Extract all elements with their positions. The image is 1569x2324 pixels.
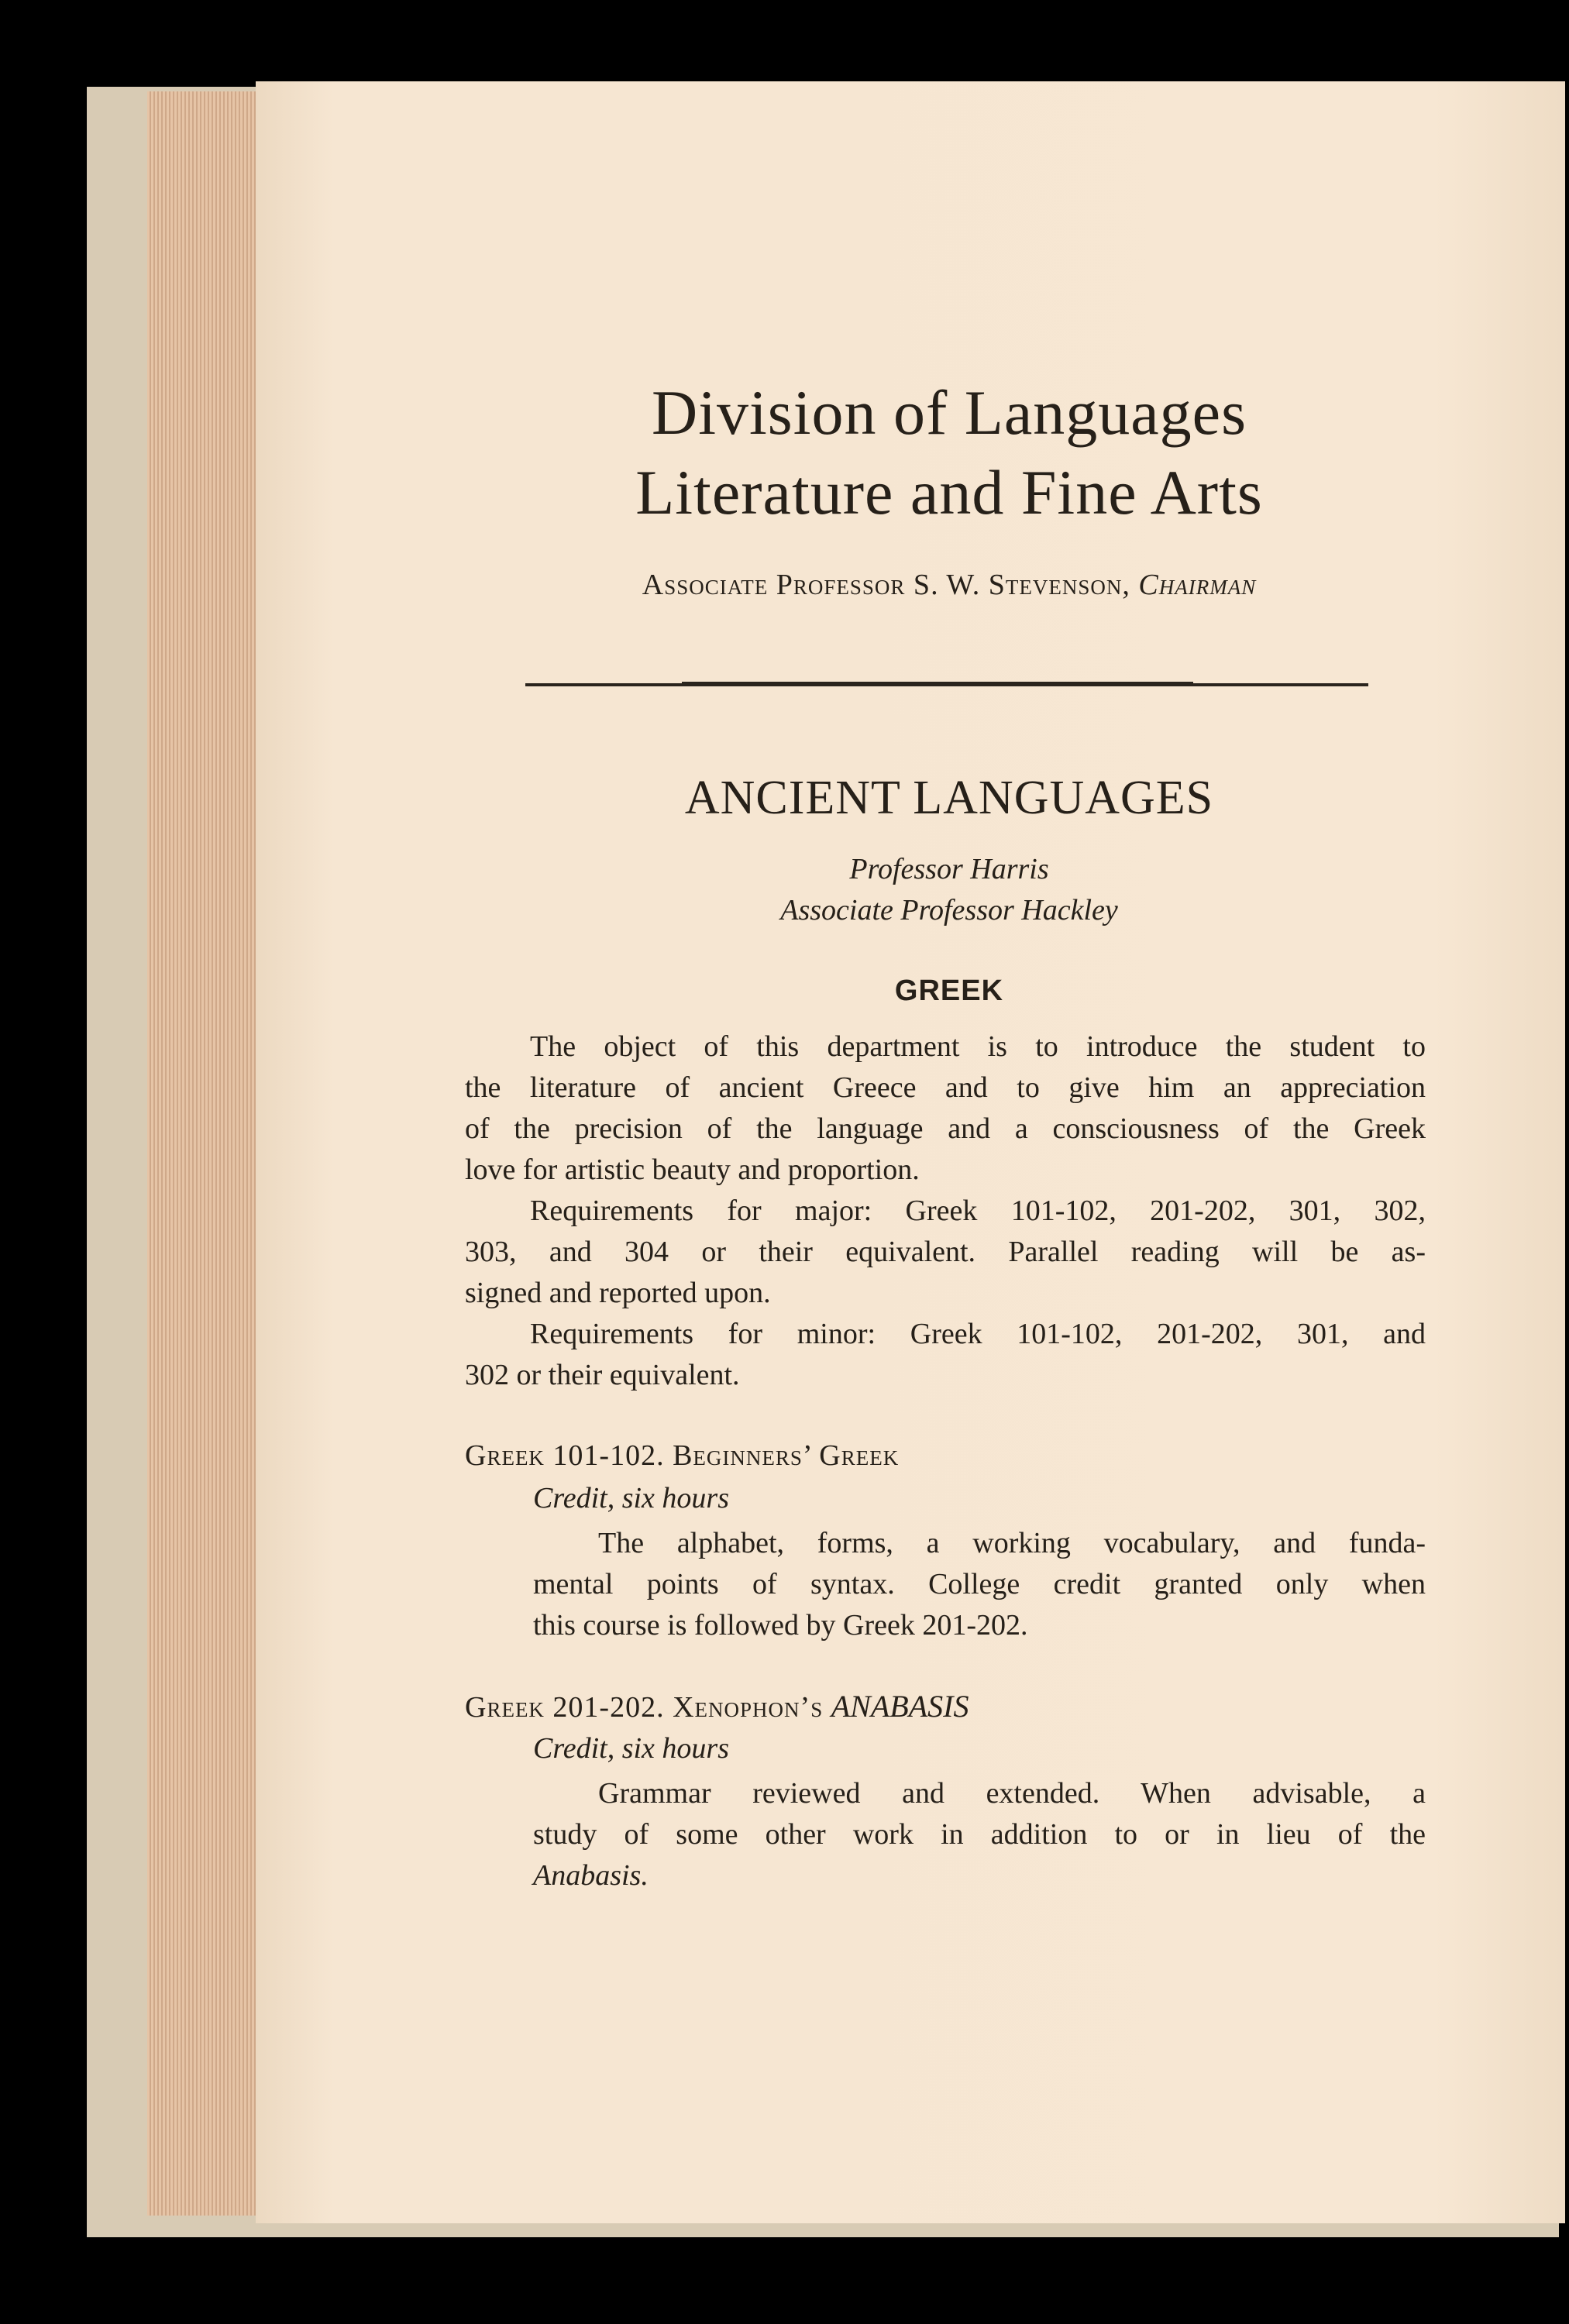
text-line: of the precision of the language and a consciousness of the Greek [465,1112,1426,1145]
text-line: study of some other work in addition to or in lieu of the [533,1818,1426,1851]
course-heading [465,1688,969,1724]
minor-requirements [465,1314,1426,1396]
text-line: Grammar reviewed and extended. When advisable, a [598,1777,1426,1810]
subject-title: GREEK [894,975,1004,1007]
division-title-line2: Literature and Fine Arts [635,457,1263,528]
course-credit: Credit, six hours [533,1482,729,1514]
text-line: 302 or their equivalent. [465,1359,740,1391]
divider-rule-accent [682,682,1193,683]
chairman-line [457,568,1441,602]
professor-1: Professor Harris [849,853,1049,885]
course-heading [465,1439,899,1473]
course-description [533,1523,1426,1646]
text-line: The object of this department is to introduce the student to [530,1030,1426,1063]
text-line: mental points of syntax. College credit granted only when [533,1568,1426,1600]
text-line: Requirements for minor: Greek 101-102, 201-202, 301, and [530,1318,1426,1350]
text-line: 303, and 304 or their equivalent. Parallel reading will be as- [465,1236,1426,1268]
course-heading-italic: ANABASIS [831,1689,969,1724]
department-title: ANCIENT LANGUAGES [684,772,1214,824]
text-line: Requirements for major: Greek 101-102, 201-202, 301, 302, [530,1195,1426,1227]
course-description [533,1773,1426,1896]
professor-2: Associate Professor Hackley [780,894,1118,927]
text-line: The alphabet, forms, a working vocabulary, and funda- [598,1527,1426,1559]
text-line: signed and reported upon. [465,1277,771,1309]
course-heading-text: Greek 101-102. Beginners’ Greek [465,1439,900,1472]
course-credit: Credit, six hours [533,1732,729,1765]
text-line: the literature of ancient Greece and to give him an appreciation [465,1071,1426,1104]
divider-rule [525,683,1368,686]
text-line: Anabasis. [533,1859,649,1892]
division-title-line1: Division of Languages [652,377,1247,448]
course-heading-text: Greek 201-202. Xenophon’s [465,1691,824,1724]
major-requirements [465,1191,1426,1314]
text-line: this course is followed by Greek 201-202. [533,1609,1028,1642]
intro-paragraph [465,1026,1426,1191]
chairman-role: Chairman [1138,569,1257,601]
text-line: love for artistic beauty and proportion. [465,1153,920,1186]
chairman-name: Associate Professor S. W. Stevenson, [642,569,1130,601]
